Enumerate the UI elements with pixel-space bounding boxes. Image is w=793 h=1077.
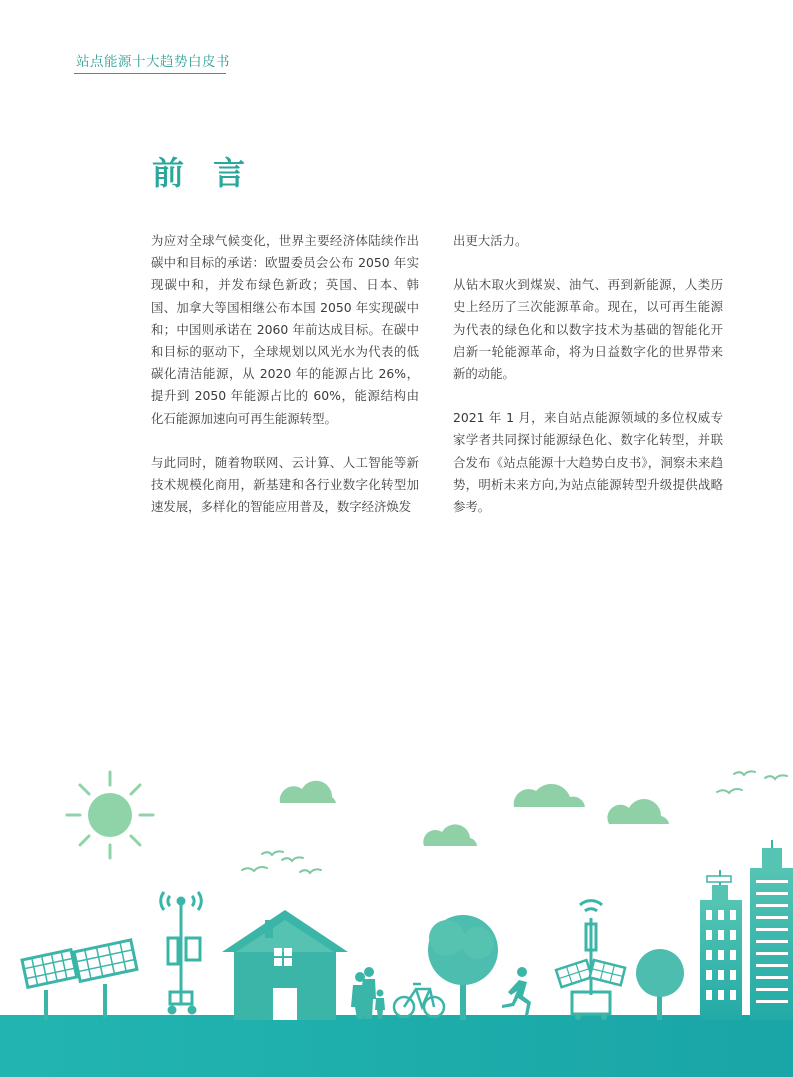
tree-icon (428, 915, 498, 1020)
building-icon (700, 840, 793, 1020)
runner-icon (502, 967, 531, 1016)
document-header-title: 站点能源十大趋势白皮书 (76, 54, 230, 70)
page-title: 前 言 (152, 154, 255, 192)
header-underline (74, 73, 226, 74)
paragraph: 为应对全球气候变化，世界主要经济体陆续作出碳中和目标的承诺：欧盟委员会公布 2050 年实现碳中和，并发布绿色新政；英国、日本、韩国、加拿大等国相继公布本国 2050 年实现碳中和；中国则承诺在 2060 年前达成目标。在碳中和目标的驱动下，全球规划以风光水为代表的低碳化清洁能源，从 2020 年的能源占比 26%，提升到 2050 年能源占比的 60%，能源结构由化石能源加速向可再生能源转型。 (151, 233, 419, 426)
paragraph: 2021 年 1 月，来自站点能源领域的多位权威专家学者共同探讨能源绿色化、数字化转型，并联合发布《站点能源十大趋势白皮书》，洞察未来趋势，明析未来方向,为站点能源转型升级提供战略参考。 (453, 410, 723, 515)
telecom-site-icon (161, 892, 202, 1013)
house-icon (222, 910, 348, 1020)
solar-panel-icon (22, 940, 137, 1020)
bicycle-icon (394, 984, 444, 1017)
cloud-icon (280, 781, 669, 846)
paragraph: 出更大活力。 (453, 233, 528, 248)
family-icon (351, 967, 385, 1019)
left-text-column (151, 230, 419, 540)
sun-icon (67, 772, 153, 858)
right-text-column (453, 230, 723, 540)
tree-icon (636, 949, 684, 1020)
ground (0, 1015, 793, 1077)
green-city-illustration (0, 760, 793, 1077)
paragraph: 与此同时，随着物联网、云计算、人工智能等新技术规模化商用，新基建和各行业数字化转型加速发展，多样化的智能应用普及，数字经济焕发 (151, 454, 419, 515)
paragraph: 从钻木取火到煤炭、油气、再到新能源，人类历史上经历了三次能源革命。现在，以可再生能源为代表的绿色化和以数字技术为基础的智能化开启新一轮能源革命，将为日益数字化的世界带来新的动能。 (453, 277, 723, 382)
smart-site-icon (556, 901, 625, 1020)
